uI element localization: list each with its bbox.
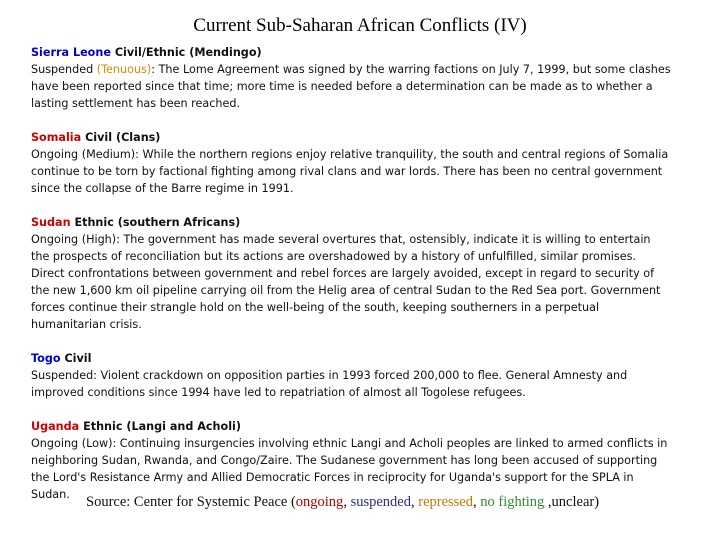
source-prefix: Source: Center for Systemic Peace (: [86, 494, 296, 510]
legend-separator: ,: [410, 494, 419, 510]
country-name: Sierra Leone: [31, 46, 111, 59]
legend-no-fighting: no fighting: [480, 494, 545, 510]
entry-sudan: [31, 214, 671, 333]
conflict-type: Ethnic (Langi and Acholi): [83, 420, 241, 433]
source-line: [86, 494, 599, 511]
entry-somalia: [31, 129, 671, 197]
country-name: Togo: [31, 352, 61, 365]
entry-heading: [31, 418, 671, 435]
conflict-list: [31, 44, 671, 520]
page-title: Current Sub-Saharan African Conflicts (IV): [193, 15, 527, 36]
source-tail: ,unclear): [544, 494, 600, 510]
entry-sierra-leone: [31, 44, 671, 112]
country-name: Sudan: [31, 216, 71, 229]
country-name: Somalia: [31, 131, 82, 144]
entry-text: Ongoing (Low): Continuing insurgencies involving ethnic Langi and Acholi peoples are linked to armed conflicts in neighboring Sudan, Rwanda, and Congo/Zaire. The Sudanese government has long been accused of supporting the Lord's Resistance Army and Allied Democratic Forces in reciprocity for Uganda's support for the SPLA in Sudan.: [31, 437, 668, 501]
status-label: Suspended: [31, 63, 94, 76]
entry-heading: [31, 214, 671, 231]
conflict-type: Civil (Clans): [85, 131, 161, 144]
legend-separator: ,: [473, 494, 481, 510]
entry-uganda: [31, 418, 671, 503]
entry-text: Suspended: Violent crackdown on opposition parties in 1993 forced 200,000 to flee. General Amnesty and improved conditions since 1994 have led to repatriation of almost all Togolese refugees.: [31, 369, 628, 399]
status-qualifier: (Tenuous): [96, 63, 152, 76]
entry-heading: [31, 44, 671, 61]
legend-repressed: repressed: [418, 494, 473, 510]
conflict-type: Civil/Ethnic (Mendingo): [114, 46, 262, 59]
entry-text: : The Lome Agreement was signed by the warring factions on July 7, 1999, but some clashes have been reported since that time; more time is needed before a determination can be made as to whether a lasting settlement has been reached.: [31, 63, 671, 110]
entry-heading: [31, 129, 671, 146]
conflict-type: Ethnic (southern Africans): [74, 216, 241, 229]
country-name: Uganda: [31, 420, 80, 433]
legend-ongoing: ongoing: [295, 494, 344, 510]
entry-togo: [31, 350, 671, 401]
entry-description: [31, 61, 671, 112]
entry-heading: [31, 350, 671, 367]
legend-suspended: suspended: [350, 494, 411, 510]
legend-separator: ,: [343, 494, 351, 510]
entry-text: Ongoing (Medium): While the northern regions enjoy relative tranquility, the south and central regions of Somalia continue to be torn by factional fighting among rival clans and war lords. There has been no central government since the collapse of the Barre regime in 1991.: [31, 148, 669, 195]
entry-text: Ongoing (High): The government has made several overtures that, ostensibly, indicate it is willing to entertain the prospects of reconciliation but its actions are overshadowed by a history of unfulfilled, similar promises. Direct confrontations between government and rebel forces are largely avoided, except in regard to security of the new 1,600 km oil pipeline carrying oil from the Helig area of central Sudan to the Red Sea port. Government forces continue their strangle hold on the well-being of the south, keeping southerners in a perpetual humanitarian crisis.: [31, 233, 661, 331]
conflict-type: Civil: [64, 352, 92, 365]
